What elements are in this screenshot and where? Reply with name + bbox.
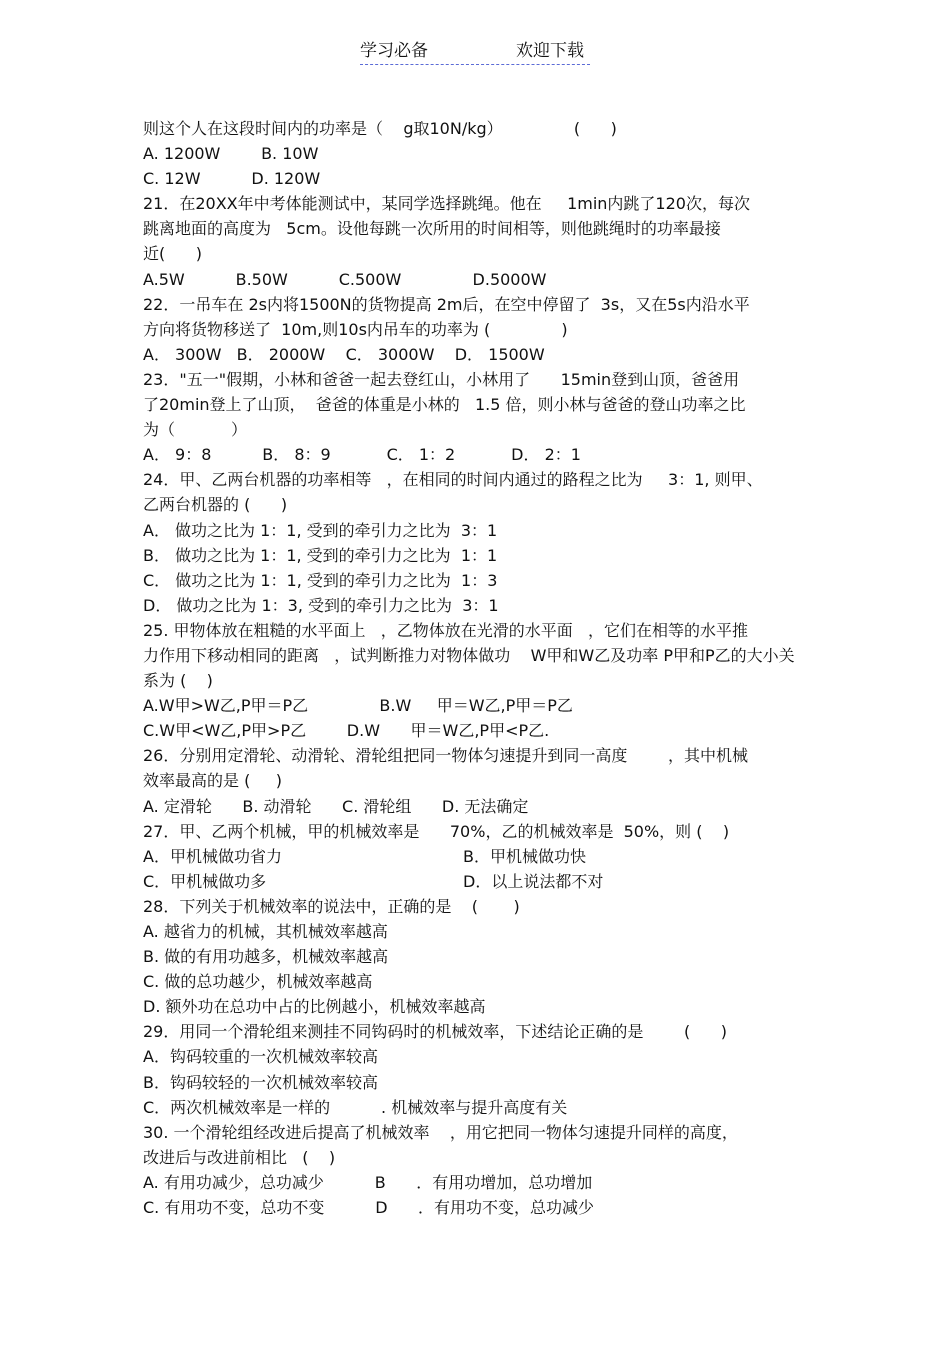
text-line: 22．一吊车在 2s内将1500N的货物提高 2m后，在空中停留了 3s，又在5s内沿水平 — [143, 294, 750, 314]
q27-option-row — [143, 869, 808, 894]
text-line: A.5W B.50W C.500W D.5000W — [143, 269, 547, 289]
text-line: A．钩码较重的一次机械效率较高 — [143, 1047, 378, 1067]
q27-option-a: A．甲机械做功省力 — [143, 846, 282, 866]
text-line: A. 定滑轮 B. 动滑轮 C. 滑轮组 D. 无法确定 — [143, 796, 529, 816]
text-line: B. 做的有用功越多，机械效率越高 — [143, 947, 389, 967]
text-line: 28．下列关于机械效率的说法中，正确的是 ( ) — [143, 896, 520, 916]
header-left-text: 学习必备 — [360, 41, 428, 61]
page-header — [360, 40, 590, 65]
q27-option-d: D．以上说法都不对 — [463, 871, 604, 891]
text-line: A． 做功之比为 1：1, 受到的牵引力之比为 3：1 — [143, 520, 498, 540]
text-line: 27．甲、乙两个机械，甲的机械效率是 70%，乙的机械效率是 50%，则 ( ) — [143, 821, 730, 841]
header-right-text: 欢迎下载 — [516, 41, 584, 61]
text-line: 力作用下移动相同的距离 ，试判断推力对物体做功 W甲和W乙及功率 P甲和P乙的大小关 — [143, 645, 795, 665]
text-line: A. 有用功减少，总功减少 B ．有用功增加，总功增加 — [143, 1172, 593, 1192]
q27-option-c: C．甲机械做功多 — [143, 871, 267, 891]
text-line: 则这个人在这段时间内的功率是（ g取10N/kg） ( ) — [143, 119, 617, 138]
text-line: A． 300W B． 2000W C． 3000W D． 1500W — [143, 344, 545, 364]
text-line: 乙两台机器的 ( ) — [143, 495, 288, 515]
q27-option-b: B．甲机械做功快 — [463, 846, 586, 866]
text-line: 21．在20XX年中考体能测试中，某同学选择跳绳。他在 1min内跳了120次，每次 — [143, 194, 750, 214]
text-line: 跳离地面的高度为 5cm。设他每跳一次所用的时间相等，则他跳绳时的功率最接 — [143, 219, 721, 239]
text-line: A. 越省力的机械，其机械效率越高 — [143, 922, 388, 941]
text-line: A. 1200W B. 10W — [143, 144, 319, 164]
question-content — [143, 116, 808, 1220]
q27-option-row — [143, 844, 808, 869]
text-line: 方向将货物移送了 10m,则10s内吊车的功率为 ( ) — [143, 319, 568, 339]
text-line: C.W甲<W乙,P甲>P乙 D.W 甲＝W乙,P甲<P乙. — [143, 721, 550, 741]
text-line: 效率最高的是 ( ) — [143, 771, 283, 791]
text-line: 24．甲、乙两台机器的功率相等 ，在相同的时间内通过的路程之比为 3：1, 则甲、 — [143, 470, 763, 490]
text-line: A． 9：8 B． 8：9 C． 1：2 D． 2：1 — [143, 445, 581, 465]
text-line: C. 做的总功越少，机械效率越高 — [143, 972, 373, 992]
text-line: B． 做功之比为 1：1, 受到的牵引力之比为 1：1 — [143, 545, 498, 565]
text-line: D． 做功之比为 1：3, 受到的牵引力之比为 3：1 — [143, 595, 499, 615]
text-line: C. 有用功不变，总功不变 D ．有用功不变，总功减少 — [143, 1198, 595, 1218]
text-line: B．钩码较轻的一次机械效率较高 — [143, 1072, 378, 1092]
text-line: D. 额外功在总功中占的比例越小，机械效率越高 — [143, 997, 486, 1017]
text-line: 近( ) — [143, 244, 203, 264]
text-line: 29．用同一个滑轮组来测挂不同钩码时的机械效率，下述结论正确的是 ( ) — [143, 1022, 728, 1042]
text-line: C． 做功之比为 1：1, 受到的牵引力之比为 1：3 — [143, 570, 498, 590]
text-line: A.W甲>W乙,P甲＝P乙 B.W 甲＝W乙,P甲＝P乙 — [143, 696, 573, 716]
text-line: C．两次机械效率是一样的 . 机械效率与提升高度有关 — [143, 1097, 568, 1117]
text-line: C. 12W D. 120W — [143, 169, 321, 189]
text-line: 系为 ( ) — [143, 671, 213, 691]
text-line: 了20min登上了山顶， 爸爸的体重是小林的 1.5 倍，则小林与爸爸的登山功率之比 — [143, 395, 746, 415]
text-line: 23．"五一"假期，小林和爸爸一起去登红山，小林用了 15min登到山顶，爸爸用 — [143, 369, 740, 389]
text-line: 26．分别用定滑轮、动滑轮、滑轮组把同一物体匀速提升到同一高度 ，其中机械 — [143, 746, 749, 766]
text-line: 25. 甲物体放在粗糙的水平面上 ，乙物体放在光滑的水平面 ，它们在相等的水平推 — [143, 620, 749, 640]
text-line: 30. 一个滑轮组经改进后提高了机械效率 ，用它把同一物体匀速提升同样的高度， — [143, 1122, 738, 1142]
text-line: 改进后与改进前相比 ( ) — [143, 1147, 336, 1167]
text-line: 为（ ） — [143, 420, 247, 440]
